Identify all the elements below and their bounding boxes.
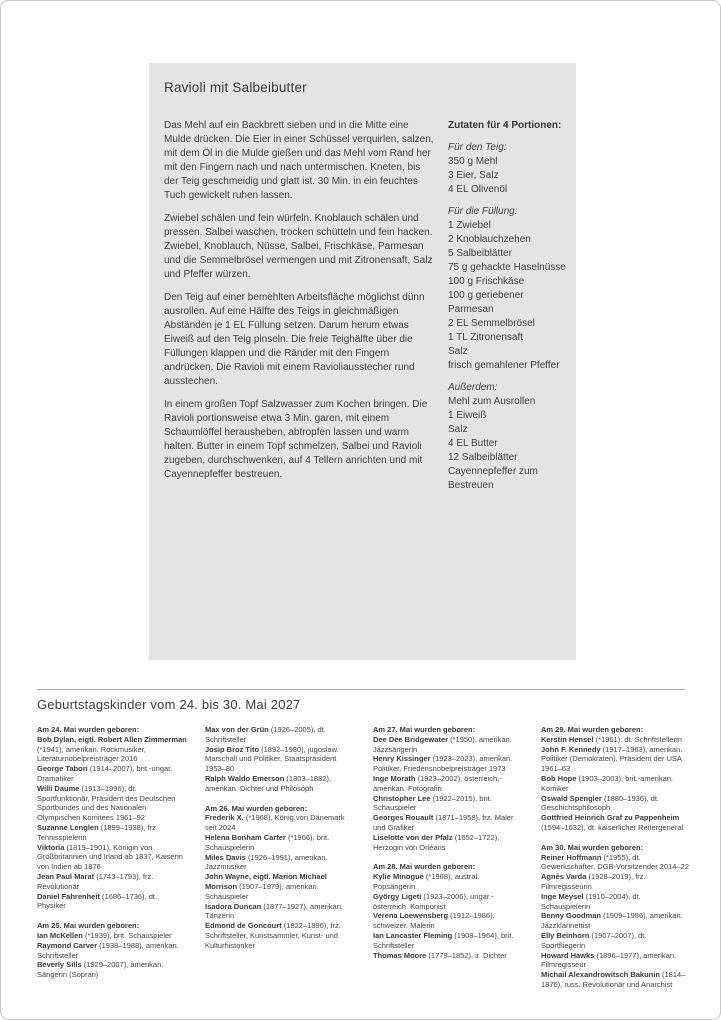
birthday-day-header: Am 26. Mai wurden geboren: <box>205 803 308 813</box>
person-name: Jean Paul Marat <box>37 871 95 881</box>
person-name: Verena Loewensberg <box>373 911 449 921</box>
person-name: Ian Lancaster Fleming <box>373 930 453 940</box>
person-name: Thomas Moore <box>373 950 427 960</box>
person-name: Georges Rouault <box>373 813 434 823</box>
birthday-entry: Georges Rouault (1871–1958), frz. Maler und Grafiker <box>373 813 514 832</box>
birthday-entry: Michail Alexandrowitsch Bakunin (1814–1876), russ. Revolutionär und Anarchist <box>541 970 686 989</box>
person-name: Michail Alexandrowitsch Bakunin <box>541 970 660 980</box>
birthdays-heading: Geburtstagskinder vom 24. bis 30. Mai 2027 <box>37 697 301 712</box>
birthday-entry: John Wayne, eigtl. Marion Michael Morrison (1907–1979), amerikan. Schauspieler <box>205 872 327 901</box>
person-name: Josip Broz Tito <box>205 744 260 754</box>
birthday-entry: Edmond de Goncourt (1822–1896), frz. Schriftsteller, Kunstsammler, Kunst- und Kulturhistoriker <box>205 921 341 950</box>
person-name: Beverly Sills <box>37 960 82 970</box>
birthday-entry: Helena Bonham Carter (*1966), brit. Schauspielerin <box>205 832 330 852</box>
recipe-instructions <box>164 119 434 493</box>
ingredient-item: 1 TL Zitronensaft <box>448 332 524 343</box>
birthday-entry: Bob Dylan, eigtl. Robert Allen Zimmerman (*1941), amerikan. Rockmusiker, Literaturnobelpreisträger 2016 <box>37 734 187 764</box>
birthday-entry: Christopher Lee (1922–2015), brit. Schauspieler <box>373 793 492 813</box>
ingredient-group-label: Für den Teig: <box>448 142 507 153</box>
ingredient-item: 2 EL Semmelbrösel <box>448 318 535 329</box>
ingredient-item: 3 Eier, Salz <box>448 170 499 181</box>
person-name: Oswald Spengler <box>541 793 602 803</box>
birthday-column <box>541 725 691 990</box>
birthday-entry: Frederik X. (*1968), König von Dänemark seit 2024 <box>205 813 345 833</box>
person-name: Raymond Carver <box>37 940 98 950</box>
birthday-entry: Inge Morath (1923–2002), österreich.-amerikan. Fotografin <box>373 773 502 793</box>
birthdays-section <box>1 689 720 990</box>
person-name: Bob Hope <box>541 773 577 783</box>
ingredients-panel <box>448 119 568 493</box>
birthday-entry: Bob Hope (1903–2003), brit.-amerikan. Komiker <box>541 773 674 793</box>
ingredients-heading: Zutaten für 4 Portionen: <box>448 120 562 131</box>
person-name: Bob Dylan, eigtl. Robert Allen Zimmerman <box>37 734 187 744</box>
person-name: Viktoria <box>37 842 65 852</box>
ingredient-item: 4 EL Butter <box>448 438 498 449</box>
ingredient-item: 350 g Mehl <box>448 156 498 167</box>
birthday-entry: Ralph Waldo Emerson (1803–1882), amerikan. Dichter und Philosoph <box>205 773 332 793</box>
birthday-column <box>205 725 355 990</box>
birthday-entry: Beverly Sills (1929–2007), amerikan. Sängerin (Sopran) <box>37 960 164 980</box>
ingredient-item: 75 g gehackte Haselnüsse <box>448 262 566 273</box>
ingredient-item: 1 Eiweiß <box>448 410 487 421</box>
ingredient-item: 12 Salbeiblätter <box>448 452 518 463</box>
person-name: Frederik X. <box>205 813 244 823</box>
birthday-day-header: Am 29. Mai wurden geboren: <box>541 725 644 734</box>
birthday-entry: Howard Hawks (1896–1977), amerikan. Filmregisseur <box>541 950 677 970</box>
ingredient-item: 1 Zwiebel <box>448 220 491 231</box>
birthday-day-header: Am 28. Mai wurden geboren: <box>373 862 476 872</box>
ingredient-item: Salz <box>448 424 468 435</box>
birthday-entry: John F. Kennedy (1917–1963), amerikan. Politiker (Demokraten), Präsident der USA 1961–63 <box>541 744 683 774</box>
person-name: Inge Morath <box>373 773 416 783</box>
person-name: Reiner Hoffmann <box>541 852 602 862</box>
birthday-entry: Verena Loewensberg (1912–1986), schweizer. Malerin <box>373 911 495 931</box>
ingredient-item: 4 EL Olivenöl <box>448 184 508 195</box>
recipe-paragraph: In einem großen Topf Salzwasser zum Kochen bringen. Die Ravioli portionsweise etwa 3 Min. garen, mit einem Schaumlöffel herausheben, abtropfen lassen und warm halten. Butter in einem Topf schmelzen, Salbei und Ravioli zugeben, durchschwenken, auf 4 Tellern anrichten und mit Cayennepfeffer bestreuen. <box>164 399 428 480</box>
recipe-title: Ravioli mit Salbeibutter <box>164 80 307 95</box>
ingredient-item: frisch gemahlener Pfeffer <box>448 360 560 371</box>
person-name: György Ligeti <box>373 891 422 901</box>
ingredient-item: 100 g geriebener Parmesan <box>448 290 524 315</box>
birthday-entry: Reiner Hoffmann (*1955), dt. Gewerkschafter, DGB-Vorsitzender 2014–22 <box>541 852 689 872</box>
birthday-day-header: Am 27. Mai wurden geboren: <box>373 725 476 734</box>
person-name: John F. Kennedy <box>541 744 601 754</box>
recipe-columns <box>164 119 568 493</box>
birthday-day-header: Am 24. Mai wurden geboren: <box>37 725 140 734</box>
person-name: Inge Meysel <box>541 891 584 901</box>
person-name: Max von der Grün <box>205 725 269 734</box>
person-name: Suzanne Lenglen <box>37 822 99 832</box>
person-name: Willi Daume <box>37 783 80 793</box>
recipe-paragraph: Zwiebel schälen und fein würfeln. Knoblauch schälen und pressen. Salbei waschen, trocken schütteln und fein hacken. Zwiebel, Knoblauch, Nüsse, Salbei, Frischkäse, Parmesan und die Semmelbrösel vermengen und mit Zitronensaft, Salz und Pfeffer würzen. <box>164 213 433 280</box>
birthday-entry: George Tabori (1914–2007), brit.-ungar. Dramatiker <box>37 764 173 783</box>
birthday-entry: Jean Paul Marat (1743–1793), frz. Revolutionär <box>37 871 154 891</box>
divider-line <box>37 689 685 690</box>
birthday-entry: Viktoria (1819–1901), Königin von Großbritannien und Irland ab 1837, Kaiserin von Indien ab 1876 <box>37 842 183 872</box>
birthday-entry: Miles Davis (1926–1991), amerikan. Jazzmusiker <box>205 852 328 872</box>
person-name: Christopher Lee <box>373 793 431 803</box>
birthday-entry: Dee Dee Bridgewater (*1950), amerikan. Jazzsängerin <box>373 734 512 754</box>
recipe-panel <box>149 63 576 660</box>
person-name: Isadora Duncan <box>205 901 262 911</box>
birthday-entry: Kylie Minogue (*1968), austral. Popsängerin <box>373 872 480 891</box>
birthday-entry: Agnès Varda (1928–2019), frz. Filmregisseurin <box>541 872 646 891</box>
ingredient-item: 2 Knoblauchzehen <box>448 234 531 245</box>
person-name: Ian McKellen <box>37 930 83 940</box>
birthday-entry: Raymond Carver (1938–1988), amerikan. Schriftsteller <box>37 940 179 960</box>
person-name: Liselotte von der Pfalz <box>373 832 453 842</box>
birthday-entry: Daniel Fahrenheit (1686–1736), dt. Physiker <box>37 891 158 911</box>
person-name: Kylie Minogue <box>373 872 424 882</box>
birthday-entry: Inge Meysel (1910–2004), dt. Schauspielerin <box>541 891 641 911</box>
ingredient-group-label: Außerdem: <box>448 382 498 393</box>
birthday-entry: Max von der Grün (1926–2005), dt. Schriftsteller <box>205 725 326 744</box>
birthday-column <box>37 725 187 990</box>
birthday-entry: Kerstin Hensel (*1961), dt. Schriftstellerin <box>541 734 682 744</box>
birthday-entry: Elly Beinhorn (1907–2007), dt. Sportfliegerin <box>541 930 647 950</box>
person-name: Edmond de Goncourt <box>205 921 282 931</box>
birthday-day-header: Am 25. Mai wurden geboren: <box>37 921 140 931</box>
person-name: Helena Bonham Carter <box>205 832 286 842</box>
birthday-entry: Willi Daume (1913–1996), dt. Sportfunktionär, Präsident des Deutschen Sportbundes und des Nationalen Olympischen Komitees 1961–92 <box>37 783 176 823</box>
ingredient-item: Mehl zum Ausrollen <box>448 396 536 407</box>
person-name: Elly Beinhorn <box>541 930 590 940</box>
birthday-entry: Isadora Duncan (1877–1927), amerikan. Tänzerin <box>205 901 343 921</box>
recipe-paragraph: Das Mehl auf ein Backbrett sieben und in die Mitte eine Mulde drücken. Die Eier in einer Schüssel verquirlen, salzen, mit dem Öl in die Mulde gießen und das Mehl vom Rand her mit den Fingern nach und nach untermischen. Kneten, bis der Teig geschmeidig und glatt ist. 30 Min. in ein feuchtes Tuch gewickelt ruhen lassen. <box>164 120 434 201</box>
birthday-entry: György Ligeti (1923–2006), ungar.-österreich. Komponist <box>373 891 494 911</box>
person-name: Dee Dee Bridgewater <box>373 734 449 744</box>
person-name: Benny Goodman <box>541 911 602 921</box>
birthday-entry: Henry Kissinger (1923–2023), amerikan. Politiker, Friedensnobelpreisträger 1973 <box>373 754 513 774</box>
person-name: Gottfried Heinrich Graf zu Pappenheim <box>541 813 680 823</box>
ingredient-item: 5 Salbeiblätter <box>448 248 512 259</box>
person-name: Ralph Waldo Emerson <box>205 773 285 783</box>
birthday-entry: Thomas Moore (1779–1852), ir. Dichter <box>373 950 507 960</box>
recipe-paragraph: Den Teig auf einer bemehlten Arbeitsfläche möglichst dünn ausrollen. Auf eine Hälfte des Teigs in gleichmäßigen Abständen je 1 EL Füllung setzen. Darum herum etwas Eiweiß auf den Teig pinseln. Die freie Teighälfte über die Füllungen klappen und die Ränder mit den Fingern andrücken. Die Ravioli mit einem Ravioliausstecher rund ausstechen. <box>164 292 425 387</box>
ingredients-groups <box>448 141 568 493</box>
birthday-entry: Benny Goodman (1909–1986), amerikan. Jazzklarinettist <box>541 911 683 931</box>
ingredient-group-label: Für die Füllung: <box>448 206 518 217</box>
birthday-day-header: Am 30. Mai wurden geboren: <box>541 842 644 852</box>
person-name: Miles Davis <box>205 852 246 862</box>
birthday-entry: Josip Broz Tito (1892–1980), jugoslaw. Marschall und Politiker, Staatspräsident 1953–80 <box>205 744 339 774</box>
ingredient-item: Cayennepfeffer zum Bestreuen <box>448 466 538 491</box>
birthdays-columns <box>1 725 720 990</box>
person-name: Agnès Varda <box>541 872 587 882</box>
birthday-entry: Ian McKellen (*1939), brit. Schauspieler <box>37 930 172 940</box>
birthday-entry: Gottfried Heinrich Graf zu Pappenheim (1594–1632), dt. kaiserlicher Reitergeneral <box>541 813 684 832</box>
person-name: Henry Kissinger <box>373 754 431 764</box>
birthday-entry: Ian Lancaster Fleming (1908–1964), brit. Schriftsteller <box>373 930 514 950</box>
person-name: John Wayne, eigtl. Marion Michael Morrison <box>205 872 327 891</box>
person-name: Kerstin Hensel <box>541 734 594 744</box>
birthday-entry: Oswald Spengler (1880–1936), dt. Geschichtsphilosoph <box>541 793 659 813</box>
ingredient-item: 100 g Frischkäse <box>448 276 525 287</box>
person-name: Daniel Fahrenheit <box>37 891 100 901</box>
ingredient-item: Salz <box>448 346 468 357</box>
person-name: Howard Hawks <box>541 950 595 960</box>
birthday-entry: Suzanne Lenglen (1899–1938), frz. Tennisspielerin <box>37 822 158 842</box>
birthday-column <box>373 725 523 990</box>
birthday-entry: Liselotte von der Pfalz (1652–1722), Herzogin von Orléans <box>373 832 500 852</box>
person-name: George Tabori <box>37 764 88 774</box>
